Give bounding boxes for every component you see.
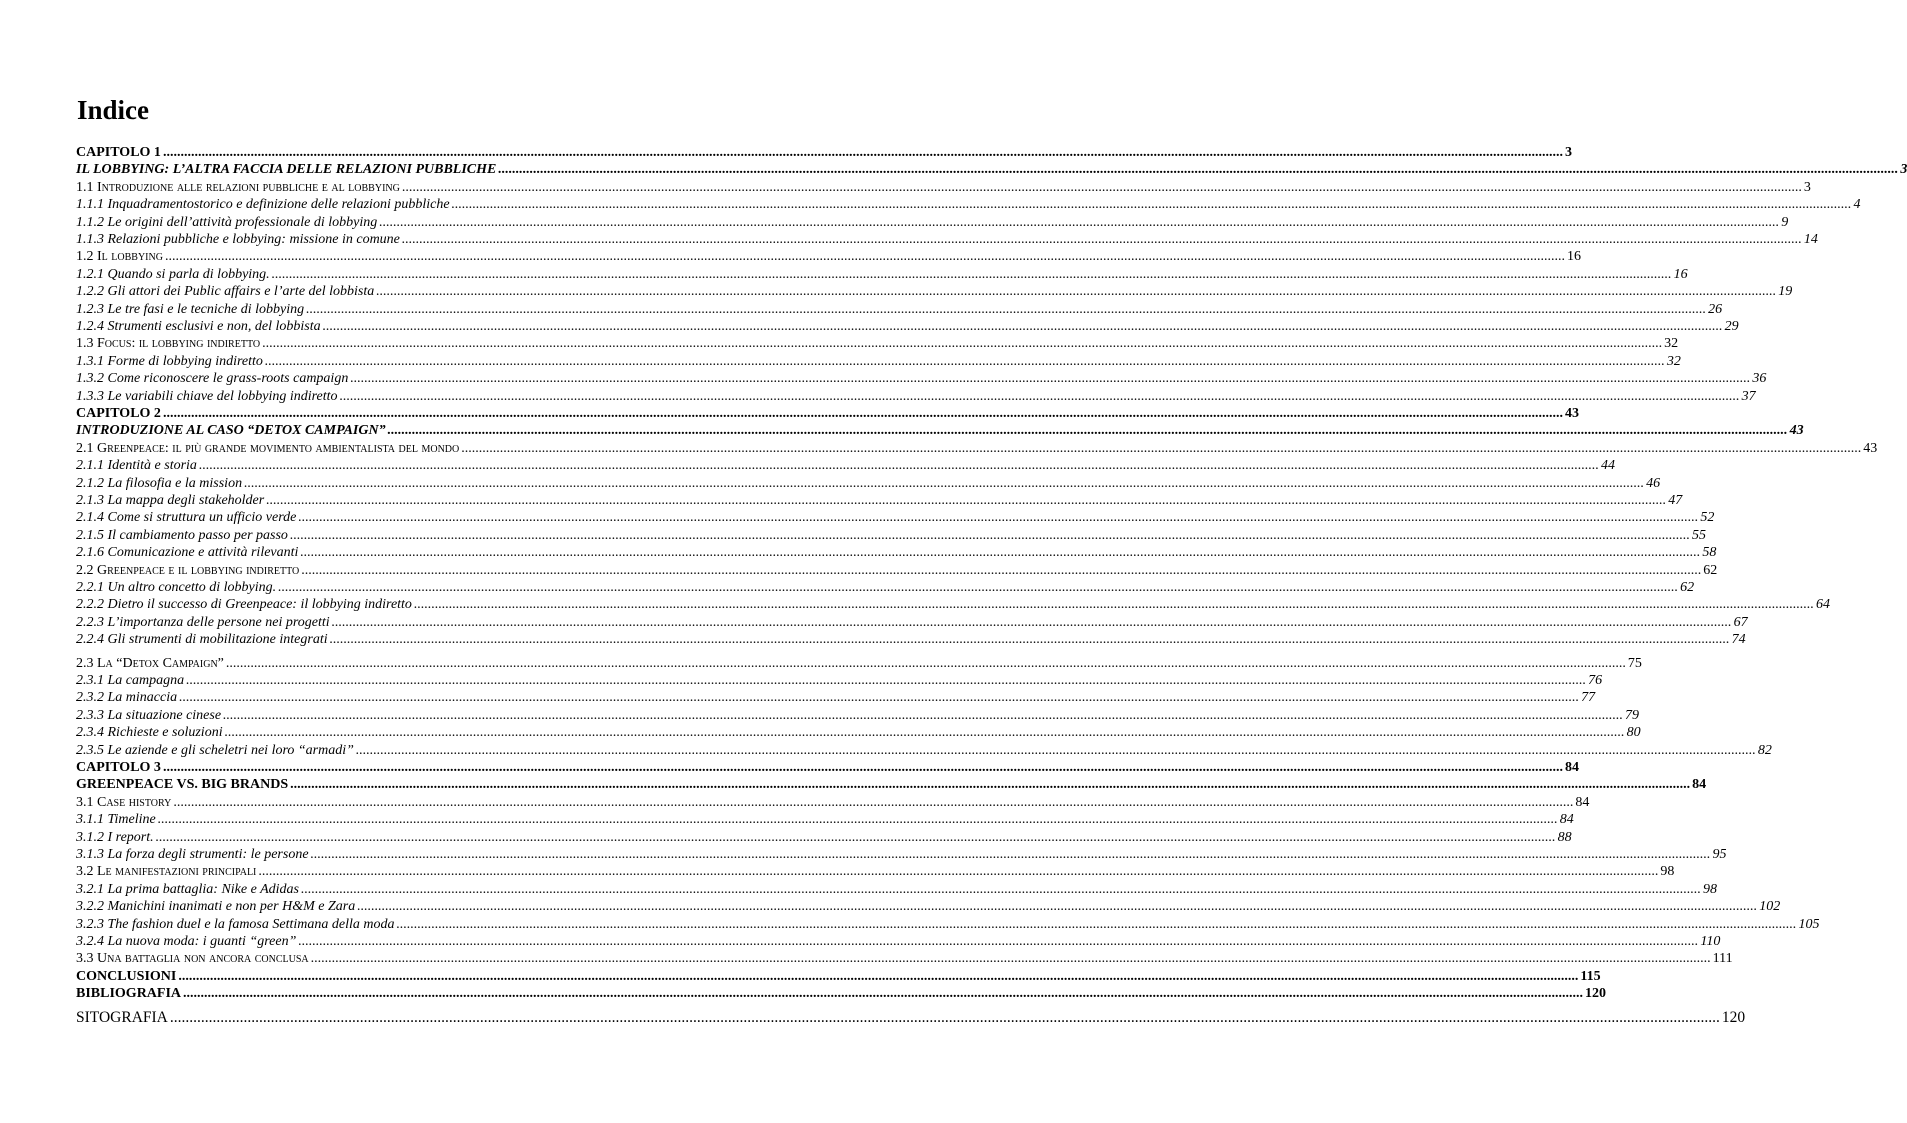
toc-entry-page: 52 xyxy=(1700,510,1715,526)
toc-entry[interactable] xyxy=(76,492,1683,509)
toc-entry[interactable] xyxy=(76,266,1688,283)
toc-entry[interactable] xyxy=(76,916,1820,933)
toc-entry-page: 98 xyxy=(1660,864,1675,880)
toc-entry-title: 1.3 Focus: il lobbying indiretto xyxy=(76,336,261,352)
toc-entry-title: 2.2 Greenpeace e il lobbying indiretto xyxy=(76,562,300,578)
toc-entry[interactable] xyxy=(76,898,1781,915)
toc-entry-page: 88 xyxy=(1557,829,1572,845)
toc-entry-title: 2.1 Greenpeace: il più grande movimento ambientalista del mondo xyxy=(76,440,460,456)
dot-leader: ................................................................................................................................................................................................................................................................................................................................................................................................................ xyxy=(461,440,1862,456)
toc-entry[interactable] xyxy=(76,562,1718,579)
dot-leader: ................................................................................................................................................................................................................................................................................................................................................................................................................ xyxy=(413,597,1814,613)
toc-entry-page: 16 xyxy=(1673,266,1688,282)
toc-entry[interactable] xyxy=(76,370,1767,387)
toc-entry-title: INTRODUZIONE AL CASO “DETOX CAMPAIGN” xyxy=(76,423,386,439)
toc-entry-title: 3.2 Le manifestazioni principali xyxy=(76,864,257,880)
dot-leader: ................................................................................................................................................................................................................................................................................................................................................................................................................ xyxy=(258,864,1659,880)
dot-leader: ................................................................................................................................................................................................................................................................................................................................................................................................................ xyxy=(301,562,1702,578)
dot-leader: ................................................................................................................................................................................................................................................................................................................................................................................................................ xyxy=(396,916,1797,932)
toc-entry-page: 98 xyxy=(1702,881,1717,897)
toc-entry-page: 82 xyxy=(1757,742,1772,758)
toc-entry[interactable] xyxy=(76,248,1581,265)
toc-entry[interactable] xyxy=(76,863,1675,880)
toc-entry[interactable] xyxy=(76,196,1861,213)
dot-leader: ................................................................................................................................................................................................................................................................................................................................................................................................................ xyxy=(162,406,1563,421)
dot-leader: ................................................................................................................................................................................................................................................................................................................................................................................................................ xyxy=(451,197,1852,213)
dot-leader: ................................................................................................................................................................................................................................................................................................................................................................................................................ xyxy=(401,179,1802,195)
toc-entry-page: 84 xyxy=(1692,777,1707,793)
toc-entry-page: 43 xyxy=(1863,440,1878,456)
dot-leader: ................................................................................................................................................................................................................................................................................................................................................................................................................ xyxy=(162,145,1563,160)
dot-leader: ................................................................................................................................................................................................................................................................................................................................................................................................................ xyxy=(322,319,1723,334)
toc-entry[interactable] xyxy=(76,968,1601,985)
toc-entry-title: 1.1.1 Inquadramentostorico e definizione delle relazioni pubbliche xyxy=(76,197,450,213)
toc-entry-title: CAPITOLO 3 xyxy=(76,760,161,775)
toc-entry-title: 2.1.3 La mappa degli stakeholder xyxy=(76,493,265,508)
toc-entry-title: 1.2.3 Le tre fasi e le tecniche di lobbying xyxy=(76,301,305,317)
toc-entry-title: 3.1.2 I report. xyxy=(76,829,154,845)
dot-leader: ................................................................................................................................................................................................................................................................................................................................................................................................................ xyxy=(329,632,1730,648)
toc-entry[interactable] xyxy=(76,707,1640,724)
dot-leader: ................................................................................................................................................................................................................................................................................................................................................................................................................ xyxy=(271,266,1672,282)
toc-entry[interactable] xyxy=(76,579,1695,596)
toc-entry-page: 29 xyxy=(1724,319,1739,334)
toc-entry-page: 26 xyxy=(1708,301,1723,317)
toc-entry-title: 3.2.3 The fashion duel e la famosa Settimana della moda xyxy=(76,916,395,932)
toc-entry[interactable] xyxy=(76,527,1706,544)
toc-entry[interactable] xyxy=(76,689,1596,706)
toc-entry-title: 1.1 Introduzione alle relazioni pubbliche e al lobbying xyxy=(76,179,400,195)
toc-entry-page: 44 xyxy=(1600,458,1615,474)
toc-entry-page: 3 xyxy=(1803,179,1811,195)
toc-entry[interactable] xyxy=(76,144,1572,161)
toc-entry-page: 64 xyxy=(1815,597,1830,613)
toc-entry[interactable] xyxy=(76,596,1830,613)
dot-leader: ................................................................................................................................................................................................................................................................................................................................................................................................................ xyxy=(498,162,1899,178)
dot-leader: ................................................................................................................................................................................................................................................................................................................................................................................................................ xyxy=(157,812,1558,828)
dot-leader: ................................................................................................................................................................................................................................................................................................................................................................................................................ xyxy=(266,493,1667,508)
toc-entry-title: 2.3 La “Detox Campaign” xyxy=(76,655,224,671)
toc-entry-title: 2.2.1 Un altro concetto di lobbying. xyxy=(76,580,277,595)
dot-leader: ................................................................................................................................................................................................................................................................................................................................................................................................................ xyxy=(278,580,1679,595)
toc-entry[interactable] xyxy=(76,353,1681,370)
dot-leader: ................................................................................................................................................................................................................................................................................................................................................................................................................ xyxy=(264,353,1665,369)
page-title: Indice xyxy=(77,95,150,125)
toc-entry-page: 62 xyxy=(1703,562,1718,578)
toc-entry-page: 95 xyxy=(1712,847,1727,862)
toc-entry-title: 3.1.3 La forza degli strumenti: le persone xyxy=(76,847,309,862)
dot-leader: ................................................................................................................................................................................................................................................................................................................................................................................................................ xyxy=(289,527,1690,543)
toc-entry[interactable] xyxy=(76,655,1642,672)
toc-entry[interactable] xyxy=(76,933,1721,950)
toc-entry-title: CAPITOLO 1 xyxy=(76,145,161,160)
toc-entry[interactable] xyxy=(76,335,1679,352)
toc-entry[interactable] xyxy=(76,405,1579,422)
toc-entry[interactable] xyxy=(76,829,1572,846)
dot-leader: ................................................................................................................................................................................................................................................................................................................................................................................................................ xyxy=(387,423,1788,439)
toc-entry-page: 75 xyxy=(1627,655,1642,671)
toc-entry-page: 77 xyxy=(1581,690,1596,706)
toc-entry[interactable] xyxy=(76,283,1793,300)
toc-entry-page: 14 xyxy=(1803,232,1818,247)
toc-entry-title: 2.2.3 L’importanza delle persone nei progetti xyxy=(76,614,330,630)
toc-entry-page: 120 xyxy=(1721,1008,1746,1026)
toc-entry-page: 76 xyxy=(1588,673,1603,688)
toc-entry[interactable] xyxy=(76,614,1748,631)
toc-entry-page: 84 xyxy=(1564,760,1579,775)
toc-entry[interactable] xyxy=(76,509,1715,526)
toc-entry-page: 115 xyxy=(1580,968,1601,984)
dot-leader: ................................................................................................................................................................................................................................................................................................................................................................................................................ xyxy=(401,232,1802,247)
dot-leader: ................................................................................................................................................................................................................................................................................................................................................................................................................ xyxy=(298,510,1699,526)
dot-leader: ................................................................................................................................................................................................................................................................................................................................................................................................................ xyxy=(339,388,1740,404)
toc-entry[interactable] xyxy=(76,811,1574,828)
toc-entry[interactable] xyxy=(76,475,1661,492)
toc-entry[interactable] xyxy=(76,440,1878,457)
toc-entry-page: 9 xyxy=(1781,214,1789,230)
dot-leader: ................................................................................................................................................................................................................................................................................................................................................................................................................ xyxy=(290,777,1691,793)
toc-entry-title: 1.1.2 Le origini dell’attività professionale di lobbying xyxy=(76,214,378,230)
dot-leader: ................................................................................................................................................................................................................................................................................................................................................................................................................ xyxy=(331,614,1732,630)
toc-entry[interactable] xyxy=(76,214,1789,231)
dot-leader: ................................................................................................................................................................................................................................................................................................................................................................................................................ xyxy=(355,742,1756,758)
toc-entry-title: 2.3.5 Le aziende e gli scheletri nei loro “armadi” xyxy=(76,742,354,758)
toc-entry-page: 32 xyxy=(1666,353,1681,369)
toc-entry-page: 4 xyxy=(1853,197,1861,213)
toc-entry-title: 1.2.2 Gli attori dei Public affairs e l’arte del lobbista xyxy=(76,284,375,300)
toc-entry[interactable] xyxy=(76,846,1727,863)
toc-entry-page: 74 xyxy=(1731,632,1746,648)
toc-entry[interactable] xyxy=(76,422,1804,439)
toc-entry[interactable] xyxy=(76,231,1818,248)
toc-entry[interactable] xyxy=(76,759,1579,776)
toc-entry-title: 3.1 Case history xyxy=(76,794,172,810)
toc-entry-title: CAPITOLO 2 xyxy=(76,406,161,421)
toc-entry-page: 58 xyxy=(1702,545,1717,561)
dot-leader: ................................................................................................................................................................................................................................................................................................................................................................................................................ xyxy=(298,934,1699,949)
toc-entry-page: 43 xyxy=(1564,406,1579,421)
toc-entry-title: 1.3.3 Le variabili chiave del lobbying indiretto xyxy=(76,388,338,404)
toc-entry-page: 16 xyxy=(1566,249,1581,265)
toc-entry-page: 47 xyxy=(1668,493,1683,508)
toc-entry[interactable] xyxy=(76,179,1811,196)
toc-entry-page: 110 xyxy=(1700,934,1721,949)
toc-entry-title: 1.2.1 Quando si parla di lobbying. xyxy=(76,266,270,282)
dot-leader: ................................................................................................................................................................................................................................................................................................................................................................................................................ xyxy=(173,794,1574,810)
dot-leader: ................................................................................................................................................................................................................................................................................................................................................................................................................ xyxy=(306,301,1707,317)
toc-entry-page: 46 xyxy=(1646,475,1661,491)
toc-entry-title: 2.3.2 La minaccia xyxy=(76,690,178,706)
toc-entry-page: 111 xyxy=(1712,951,1733,967)
dot-leader: ................................................................................................................................................................................................................................................................................................................................................................................................................ xyxy=(183,986,1584,1002)
toc-entry-page: 19 xyxy=(1778,284,1793,300)
toc-entry[interactable] xyxy=(76,776,1707,793)
toc-entry-title: 2.2.4 Gli strumenti di mobilitazione integrati xyxy=(76,632,328,648)
toc-entry-page: 32 xyxy=(1664,336,1679,352)
toc-entry-title: CONCLUSIONI xyxy=(76,968,177,984)
toc-entry[interactable] xyxy=(76,631,1746,648)
toc-entry[interactable] xyxy=(76,724,1641,741)
toc-entry-title: 2.1.2 La filosofia e la mission xyxy=(76,475,243,491)
dot-leader: ................................................................................................................................................................................................................................................................................................................................................................................................................ xyxy=(169,1008,1720,1026)
dot-leader: ................................................................................................................................................................................................................................................................................................................................................................................................................ xyxy=(350,371,1751,387)
dot-leader: ................................................................................................................................................................................................................................................................................................................................................................................................................ xyxy=(186,673,1587,688)
toc-entry-page: 84 xyxy=(1575,794,1590,810)
toc-entry-title: 2.3.3 La situazione cinese xyxy=(76,707,222,723)
toc-entry-title: SITOGRAFIA xyxy=(76,1008,168,1026)
toc-entry-page: 3 xyxy=(1900,162,1907,178)
toc-entry-title: 1.2 Il lobbying xyxy=(76,249,163,265)
toc-entry-title: 3.3 Una battaglia non ancora conclusa xyxy=(76,951,309,967)
dot-leader: ................................................................................................................................................................................................................................................................................................................................................................................................................ xyxy=(155,829,1556,845)
toc-entry-title: 3.2.4 La nuova moda: i guanti “green” xyxy=(76,934,297,949)
toc-entry-page: 37 xyxy=(1741,388,1756,404)
toc-entry-title: IL LOBBYING: L’ALTRA FACCIA DELLE RELAZIONI PUBBLICHE xyxy=(76,162,497,178)
dot-leader: ................................................................................................................................................................................................................................................................................................................................................................................................................ xyxy=(179,690,1580,706)
toc-entry-title: 2.1.6 Comunicazione e attività rilevanti xyxy=(76,545,299,561)
toc-entry-page: 55 xyxy=(1691,527,1706,543)
toc-entry-title: 2.2.2 Dietro il successo di Greenpeace: il lobbying indiretto xyxy=(76,597,412,613)
dot-leader: ................................................................................................................................................................................................................................................................................................................................................................................................................ xyxy=(300,545,1701,561)
toc-entry-title: 1.3.2 Come riconoscere le grass-roots campaign xyxy=(76,371,349,387)
toc-entry-page: 67 xyxy=(1733,614,1748,630)
dot-leader: ................................................................................................................................................................................................................................................................................................................................................................................................................ xyxy=(224,725,1625,741)
toc-entry-title: 3.2.2 Manichini inanimati e non per H&M e Zara xyxy=(76,899,356,915)
toc-entry[interactable] xyxy=(76,672,1603,689)
toc-entry-title: 2.1.4 Come si struttura un ufficio verde xyxy=(76,510,297,526)
dot-leader: ................................................................................................................................................................................................................................................................................................................................................................................................................ xyxy=(310,847,1711,862)
toc-entry-title: 2.3.1 La campagna xyxy=(76,673,185,688)
dot-leader: ................................................................................................................................................................................................................................................................................................................................................................................................................ xyxy=(379,214,1780,230)
toc-entry-title: 3.1.1 Timeline xyxy=(76,812,156,828)
toc-entry-page: 102 xyxy=(1759,899,1781,915)
dot-leader: ................................................................................................................................................................................................................................................................................................................................................................................................................ xyxy=(225,655,1626,671)
toc-entry[interactable] xyxy=(76,457,1615,474)
toc-entry[interactable] xyxy=(76,544,1717,561)
toc-entry-title: 2.1.1 Identità e storia xyxy=(76,458,197,474)
toc-entry[interactable] xyxy=(76,1008,1746,1026)
dot-leader: ................................................................................................................................................................................................................................................................................................................................................................................................................ xyxy=(198,458,1599,474)
dot-leader: ................................................................................................................................................................................................................................................................................................................................................................................................................ xyxy=(376,284,1777,300)
toc-entry-page: 43 xyxy=(1789,423,1804,439)
toc-entry-title: 3.2.1 La prima battaglia: Nike e Adidas xyxy=(76,881,299,897)
dot-leader: ................................................................................................................................................................................................................................................................................................................................................................................................................ xyxy=(178,968,1579,984)
toc-entry-page: 105 xyxy=(1798,916,1820,932)
toc-entry-title: GREENPEACE VS. BIG BRANDS xyxy=(76,777,289,793)
dot-leader: ................................................................................................................................................................................................................................................................................................................................................................................................................ xyxy=(244,475,1645,491)
toc-entry-title: 2.3.4 Richieste e soluzioni xyxy=(76,725,223,741)
toc-entry[interactable] xyxy=(76,161,1907,178)
toc-entry-title: 1.1.3 Relazioni pubbliche e lobbying: missione in comune xyxy=(76,232,400,247)
toc-entry-page: 79 xyxy=(1625,707,1640,723)
toc-entry-page: 62 xyxy=(1680,580,1695,595)
dot-leader: ................................................................................................................................................................................................................................................................................................................................................................................................................ xyxy=(357,899,1758,915)
toc-entry[interactable] xyxy=(76,388,1756,405)
toc-entry-title: 1.2.4 Strumenti esclusivi e non, del lobbista xyxy=(76,319,321,334)
toc-entry[interactable] xyxy=(76,794,1590,811)
toc-entry[interactable] xyxy=(76,742,1772,759)
dot-leader: ................................................................................................................................................................................................................................................................................................................................................................................................................ xyxy=(162,760,1563,775)
toc-entry[interactable] xyxy=(76,318,1739,335)
dot-leader: ................................................................................................................................................................................................................................................................................................................................................................................................................ xyxy=(223,707,1624,723)
toc-entry[interactable] xyxy=(76,985,1607,1002)
dot-leader: ................................................................................................................................................................................................................................................................................................................................................................................................................ xyxy=(262,336,1663,352)
toc-entry-title: 2.1.5 Il cambiamento passo per passo xyxy=(76,527,288,543)
dot-leader: ................................................................................................................................................................................................................................................................................................................................................................................................................ xyxy=(310,951,1711,967)
toc-entry-title: 1.3.1 Forme di lobbying indiretto xyxy=(76,353,263,369)
dot-leader: ................................................................................................................................................................................................................................................................................................................................................................................................................ xyxy=(300,881,1701,897)
toc-entry-page: 36 xyxy=(1752,371,1767,387)
toc-entry-page: 80 xyxy=(1626,725,1641,741)
toc-entry[interactable] xyxy=(76,950,1733,967)
dot-leader: ................................................................................................................................................................................................................................................................................................................................................................................................................ xyxy=(164,249,1565,265)
toc-entry-page: 84 xyxy=(1559,812,1574,828)
toc-entry-page: 120 xyxy=(1585,986,1607,1002)
toc-entry[interactable] xyxy=(76,301,1723,318)
toc-entry[interactable] xyxy=(76,881,1717,898)
toc-entry-page: 3 xyxy=(1564,145,1572,160)
toc-entry-title: BIBLIOGRAFIA xyxy=(76,986,182,1002)
